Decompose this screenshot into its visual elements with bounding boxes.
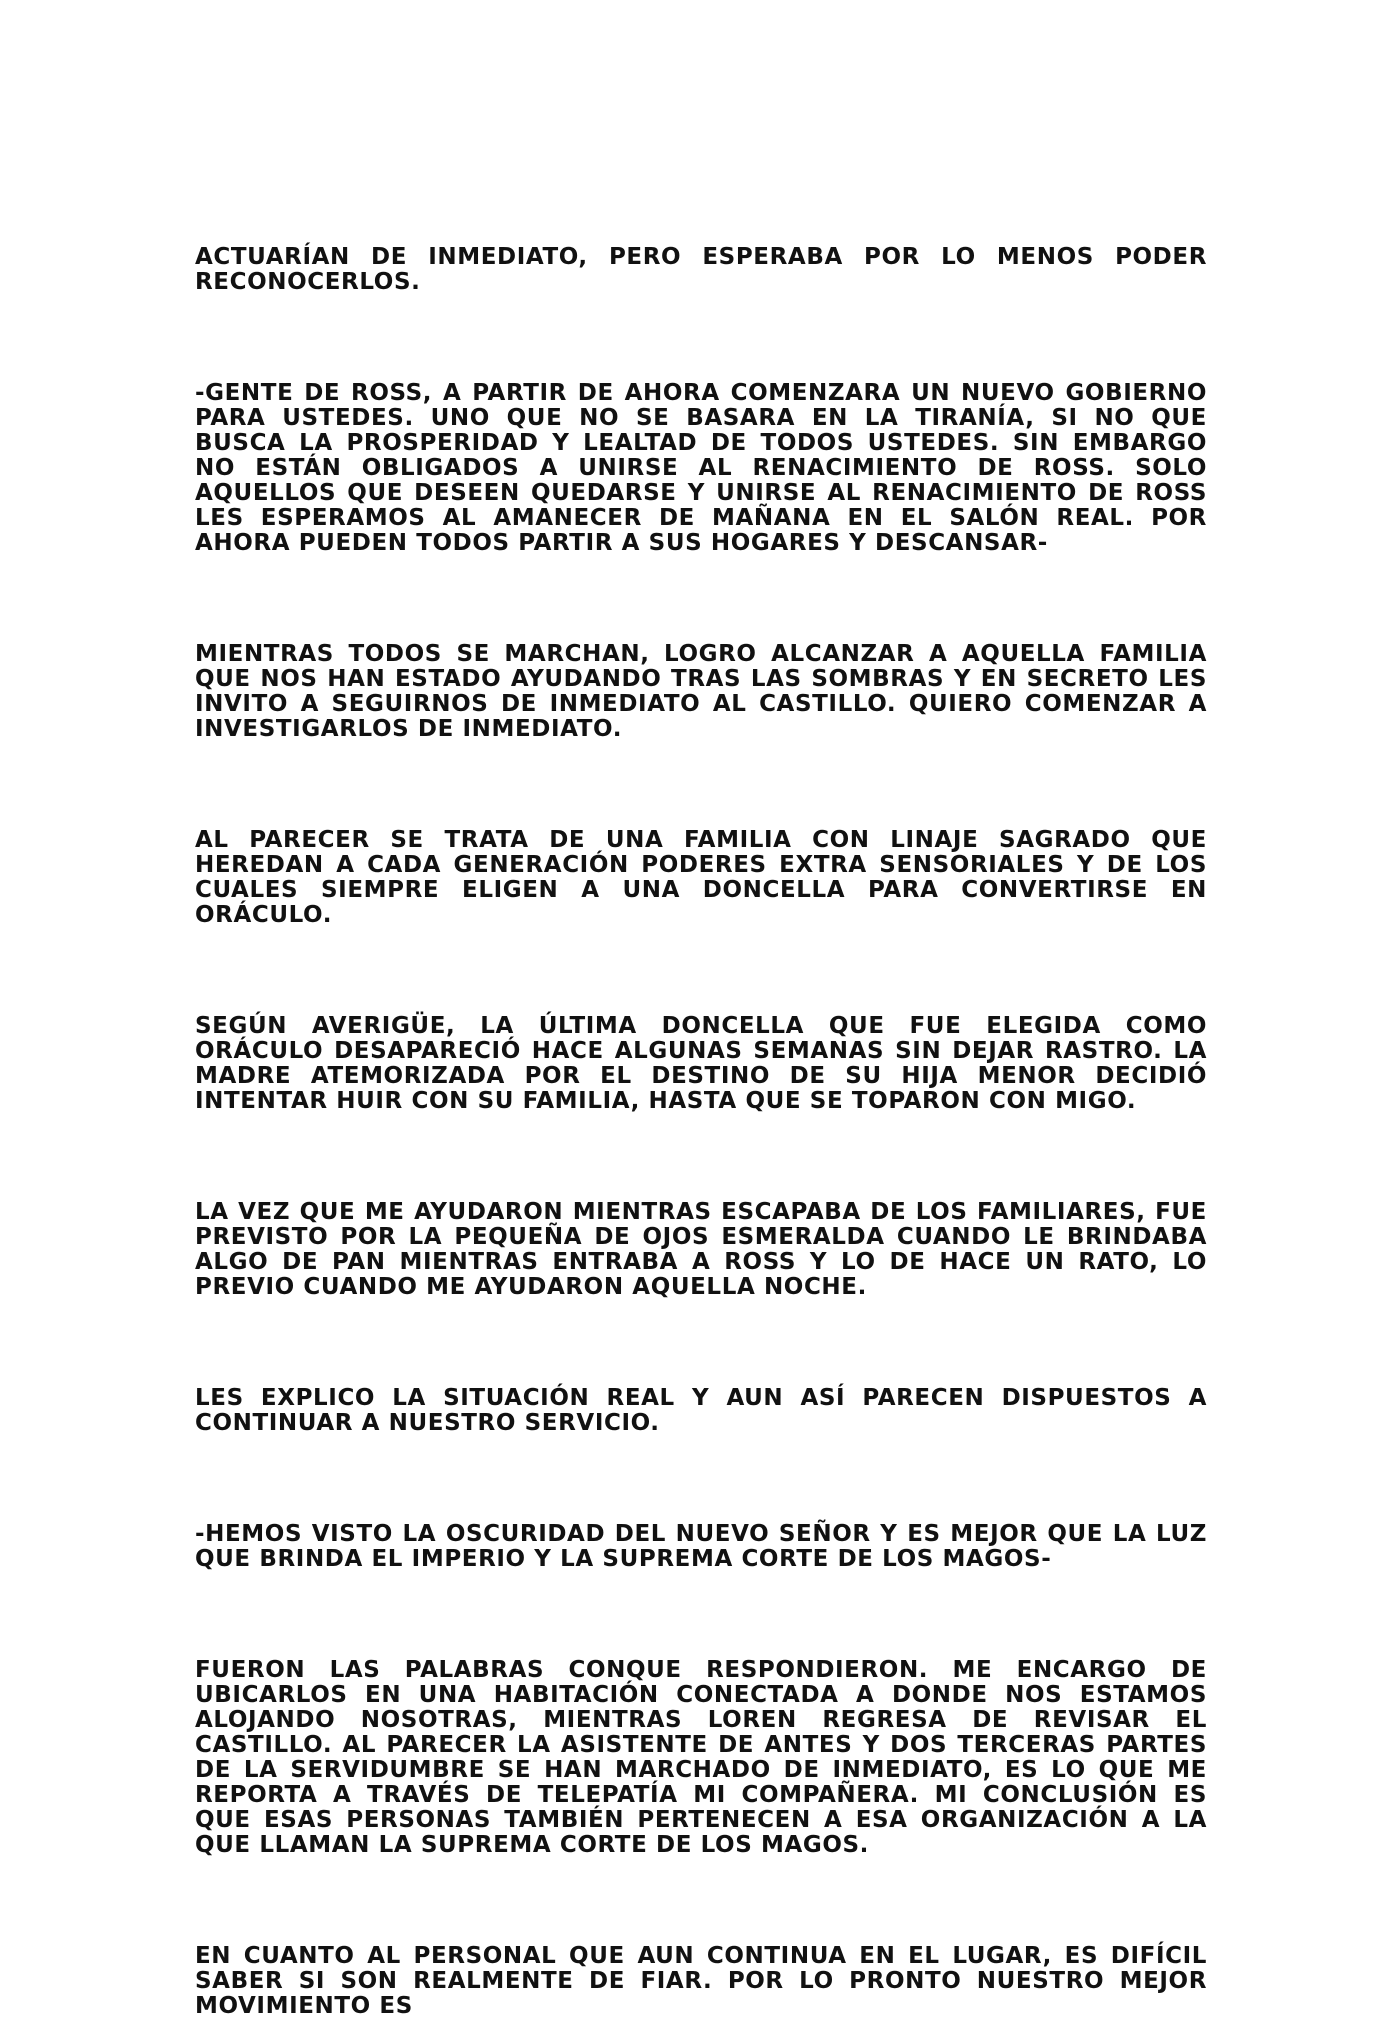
paragraph-10: EN CUANTO AL PERSONAL QUE AUN CONTINUA EN EL LUGAR, ES DIFÍCIL SABER SI SON REALMENTE DE FIAR. POR LO PRONTO NUESTRO MEJOR MOVIMIENTO ES bbox=[195, 1943, 1207, 2019]
paragraph-5: SEGÚN AVERIGÜE, LA ÚLTIMA DONCELLA QUE FUE ELEGIDA COMO ORÁCULO DESAPARECIÓ HACE ALGUNAS SEMANAS SIN DEJAR RASTRO. LA MADRE ATEMORIZADA POR EL DESTINO DE SU HIJA MENOR DECIDIÓ INTENTAR HUIR CON SU FAMILIA, HASTA QUE SE TOPARON CON MIGO. bbox=[195, 1013, 1207, 1114]
text-column bbox=[195, 245, 1207, 2019]
paragraph-3: MIENTRAS TODOS SE MARCHAN, LOGRO ALCANZAR A AQUELLA FAMILIA QUE NOS HAN ESTADO AYUDANDO TRAS LAS SOMBRAS Y EN SECRETO LES INVITO A SEGUIRNOS DE INMEDIATO AL CASTILLO. QUIERO COMENZAR A INVESTIGARLOS DE INMEDIATO. bbox=[195, 641, 1207, 742]
paragraph-4: AL PARECER SE TRATA DE UNA FAMILIA CON LINAJE SAGRADO QUE HEREDAN A CADA GENERACIÓN PODERES EXTRA SENSORIALES Y DE LOS CUALES SIEMPRE ELIGEN A UNA DONCELLA PARA CONVERTIRSE EN ORÁCULO. bbox=[195, 827, 1207, 928]
paragraph-8: -HEMOS VISTO LA OSCURIDAD DEL NUEVO SEÑOR Y ES MEJOR QUE LA LUZ QUE BRINDA EL IMPERIO Y LA SUPREMA CORTE DE LOS MAGOS- bbox=[195, 1521, 1207, 1572]
paragraph-6: LA VEZ QUE ME AYUDARON MIENTRAS ESCAPABA DE LOS FAMILIARES, FUE PREVISTO POR LA PEQUEÑA DE OJOS ESMERALDA CUANDO LE BRINDABA ALGO DE PAN MIENTRAS ENTRABA A ROSS Y LO DE HACE UN RATO, LO PREVIO CUANDO ME AYUDARON AQUELLA NOCHE. bbox=[195, 1199, 1207, 1300]
paragraph-9: FUERON LAS PALABRAS CONQUE RESPONDIERON. ME ENCARGO DE UBICARLOS EN UNA HABITACIÓN CONECTADA A DONDE NOS ESTAMOS ALOJANDO NOSOTRAS, MIENTRAS LOREN REGRESA DE REVISAR EL CASTILLO. AL PARECER LA ASISTENTE DE ANTES Y DOS TERCERAS PARTES DE LA SERVIDUMBRE SE HAN MARCHADO DE INMEDIATO, ES LO QUE ME REPORTA A TRAVÉS DE TELEPATÍA MI COMPAÑERA. MI CONCLUSIÓN ES QUE ESAS PERSONAS TAMBIÉN PERTENECEN A ESA ORGANIZACIÓN A LA QUE LLAMAN LA SUPREMA CORTE DE LOS MAGOS. bbox=[195, 1657, 1207, 1858]
paragraph-1: ACTUARÍAN DE INMEDIATO, PERO ESPERABA POR LO MENOS PODER RECONOCERLOS. bbox=[195, 244, 1207, 295]
paragraph-2: -GENTE DE ROSS, A PARTIR DE AHORA COMENZARA UN NUEVO GOBIERNO PARA USTEDES. UNO QUE NO SE BASARA EN LA TIRANÍA, SI NO QUE BUSCA LA PROSPERIDAD Y LEALTAD DE TODOS USTEDES. SIN EMBARGO NO ESTÁN OBLIGADOS A UNIRSE AL RENACIMIENTO DE ROSS. SOLO AQUELLOS QUE DESEEN QUEDARSE Y UNIRSE AL RENACIMIENTO DE ROSS LES ESPERAMOS AL AMANECER DE MAÑANA EN EL SALÓN REAL. POR AHORA PUEDEN TODOS PARTIR A SUS HOGARES Y DESCANSAR- bbox=[195, 380, 1207, 556]
paragraph-7: LES EXPLICO LA SITUACIÓN REAL Y AUN ASÍ PARECEN DISPUESTOS A CONTINUAR A NUESTRO SERVICIO. bbox=[195, 1385, 1207, 1436]
